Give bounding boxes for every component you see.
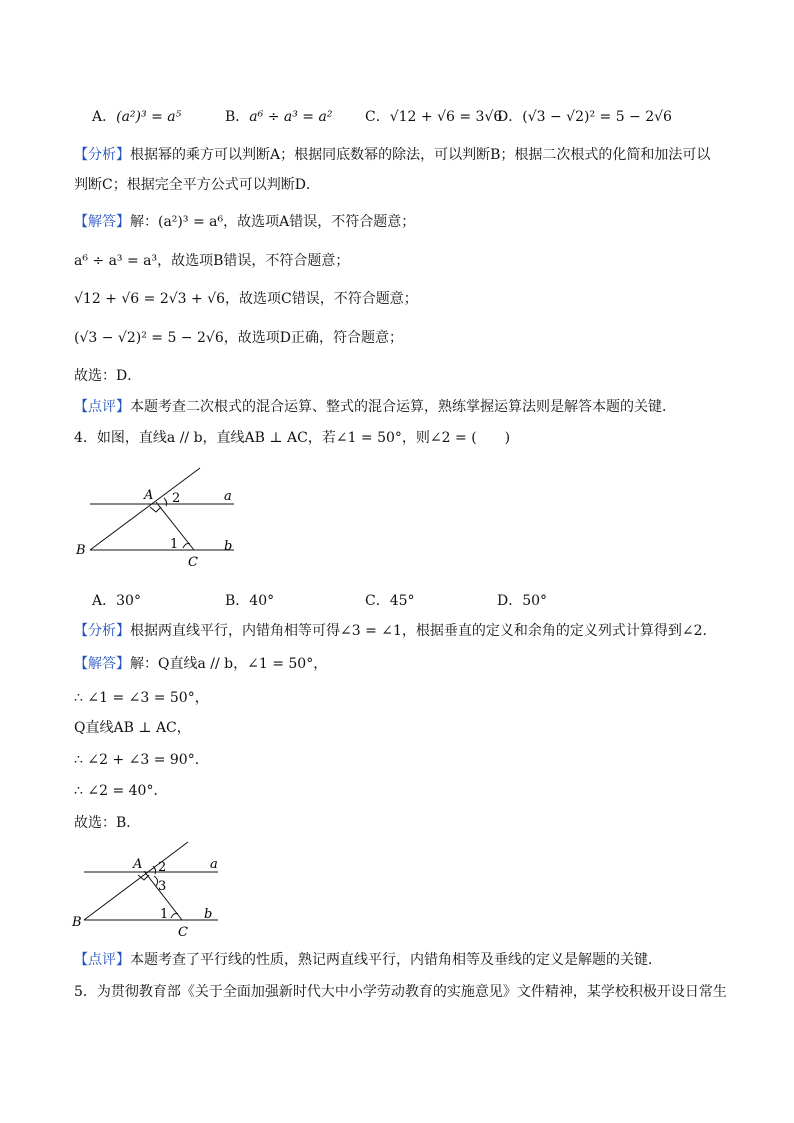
- option-value: 30°: [116, 593, 141, 609]
- answer-text: ∴ ∠2 = 40°．: [74, 783, 168, 799]
- angle2-arc: [164, 498, 167, 506]
- answer-text: 解：Q直线a // b，∠1 = 50°，: [130, 656, 328, 672]
- q3-option-d: [497, 106, 672, 126]
- q4-option-d: [497, 590, 547, 610]
- choice-text: 故选：D．: [74, 368, 142, 384]
- q3-answer: [74, 212, 415, 232]
- comment-tag: 【点评】: [74, 952, 130, 968]
- analysis-text: 判断C；根据完全平方公式可以判断D．: [74, 177, 320, 193]
- answer-text: a⁶ ÷ a³ = a³，故选项B错误，不符合题意；: [74, 253, 350, 269]
- q3-analysis-cont: [74, 175, 320, 195]
- comment-text: 本题考查了平行线的性质，熟记两直线平行，内错角相等及垂线的定义是解题的关键．: [130, 952, 662, 968]
- q4-comment: [74, 950, 662, 970]
- answer-text: ∴ ∠1 = ∠3 = 50°，: [74, 690, 209, 706]
- angle2-label: 2: [172, 491, 181, 506]
- choice-text: 故选：B．: [74, 815, 141, 831]
- option-label: A．: [92, 593, 117, 609]
- q3-option-b: [225, 106, 332, 126]
- option-value: 45°: [389, 593, 415, 609]
- question-stem: 5．为贯彻教育部《关于全面加强新时代大中小学劳动教育的实施意见》文件精神，某学校积极开设日常生: [74, 984, 727, 1000]
- option-label: D．: [497, 109, 523, 125]
- q4-analysis: [74, 621, 717, 641]
- point-c-label: C: [188, 555, 198, 570]
- option-label: C．: [365, 109, 390, 125]
- q4-choice: [74, 813, 140, 833]
- right-angle-mark: [150, 507, 161, 512]
- comment-tag: 【点评】: [74, 399, 130, 415]
- q4-answer-line2: [74, 688, 209, 708]
- option-label: B．: [225, 593, 250, 609]
- analysis-tag: 【分析】: [74, 623, 130, 639]
- option-label: D．: [497, 593, 523, 609]
- angle2-label: 2: [158, 860, 167, 875]
- answer-text: √12 + √6 = 2√3 + √6，故选项C错误，不符合题意；: [74, 291, 418, 307]
- q4-option-b: [225, 590, 274, 610]
- option-value: 50°: [522, 593, 548, 609]
- q3-answer-line4: [74, 328, 403, 348]
- option-expr: (√3 − √2)² = 5 − 2√6: [522, 109, 672, 125]
- point-b-label: B: [76, 543, 86, 558]
- analysis-text: 根据幂的乘方可以判断A；根据同底数幂的除法，可以判断B；根据二次根式的化简和加法可以: [130, 147, 711, 163]
- option-expr: (a²)³ = a⁵: [116, 109, 182, 125]
- answer-tag: 【解答】: [74, 214, 130, 230]
- q4-answer: [74, 654, 327, 674]
- answer-text: 解：(a²)³ = a⁶，故选项A错误，不符合题意；: [130, 214, 416, 230]
- q3-answer-line3: [74, 289, 418, 309]
- q3-analysis: [74, 145, 710, 165]
- angle1-label: 1: [160, 907, 169, 922]
- comment-text: 本题考查二次根式的混合运算、整式的混合运算，熟练掌握运算法则是解答本题的关键．: [130, 399, 676, 415]
- analysis-text: 根据两直线平行，内错角相等可得∠3 = ∠1，根据垂直的定义和余角的定义列式计算得到∠2．: [130, 623, 717, 639]
- q5-stem: [74, 982, 727, 1002]
- q4-answer-line4: [74, 750, 209, 770]
- q4-option-c: [365, 590, 415, 610]
- option-label: B．: [225, 109, 250, 125]
- line-a-label: a: [224, 489, 232, 504]
- option-label: C．: [365, 593, 390, 609]
- answer-text: (√3 − √2)² = 5 − 2√6，故选项D正确，符合题意；: [74, 330, 403, 346]
- point-b-label: B: [72, 915, 82, 930]
- q4-answer-line5: [74, 781, 167, 801]
- q3-comment: [74, 397, 676, 417]
- point-c-label: C: [178, 925, 188, 938]
- option-value: 40°: [249, 593, 275, 609]
- q4-option-a: [92, 590, 141, 610]
- angle1-label: 1: [170, 537, 179, 552]
- q4-solution-figure: [70, 838, 230, 938]
- point-a-label: A: [133, 857, 143, 872]
- q4-figure: [70, 462, 250, 572]
- q3-choice: [74, 366, 141, 386]
- angle3-label: 3: [158, 879, 167, 894]
- line-b-label: b: [224, 539, 233, 554]
- q4-stem: [74, 428, 510, 448]
- angle2-arc: [153, 866, 156, 874]
- point-a-label: A: [144, 488, 154, 503]
- option-label: A．: [92, 109, 117, 125]
- q4-answer-line3: [74, 718, 191, 738]
- answer-text: ∴ ∠2 + ∠3 = 90°．: [74, 752, 209, 768]
- answer-text: Q直线AB ⊥ AC，: [74, 720, 191, 736]
- answer-tag: 【解答】: [74, 656, 130, 672]
- q3-option-a: [92, 106, 181, 126]
- line-a-label: a: [210, 857, 218, 872]
- option-expr: √12 + √6 = 3√6: [389, 109, 503, 125]
- analysis-tag: 【分析】: [74, 147, 130, 163]
- option-expr: a⁶ ÷ a³ = a²: [249, 109, 333, 125]
- q3-answer-line2: [74, 251, 349, 271]
- line-ab: [90, 468, 200, 550]
- question-stem: 4．如图，直线a // b，直线AB ⊥ AC，若∠1 = 50°，则∠2 = ( ): [74, 430, 511, 446]
- line-b-label: b: [204, 907, 213, 922]
- q3-option-c: [365, 106, 502, 126]
